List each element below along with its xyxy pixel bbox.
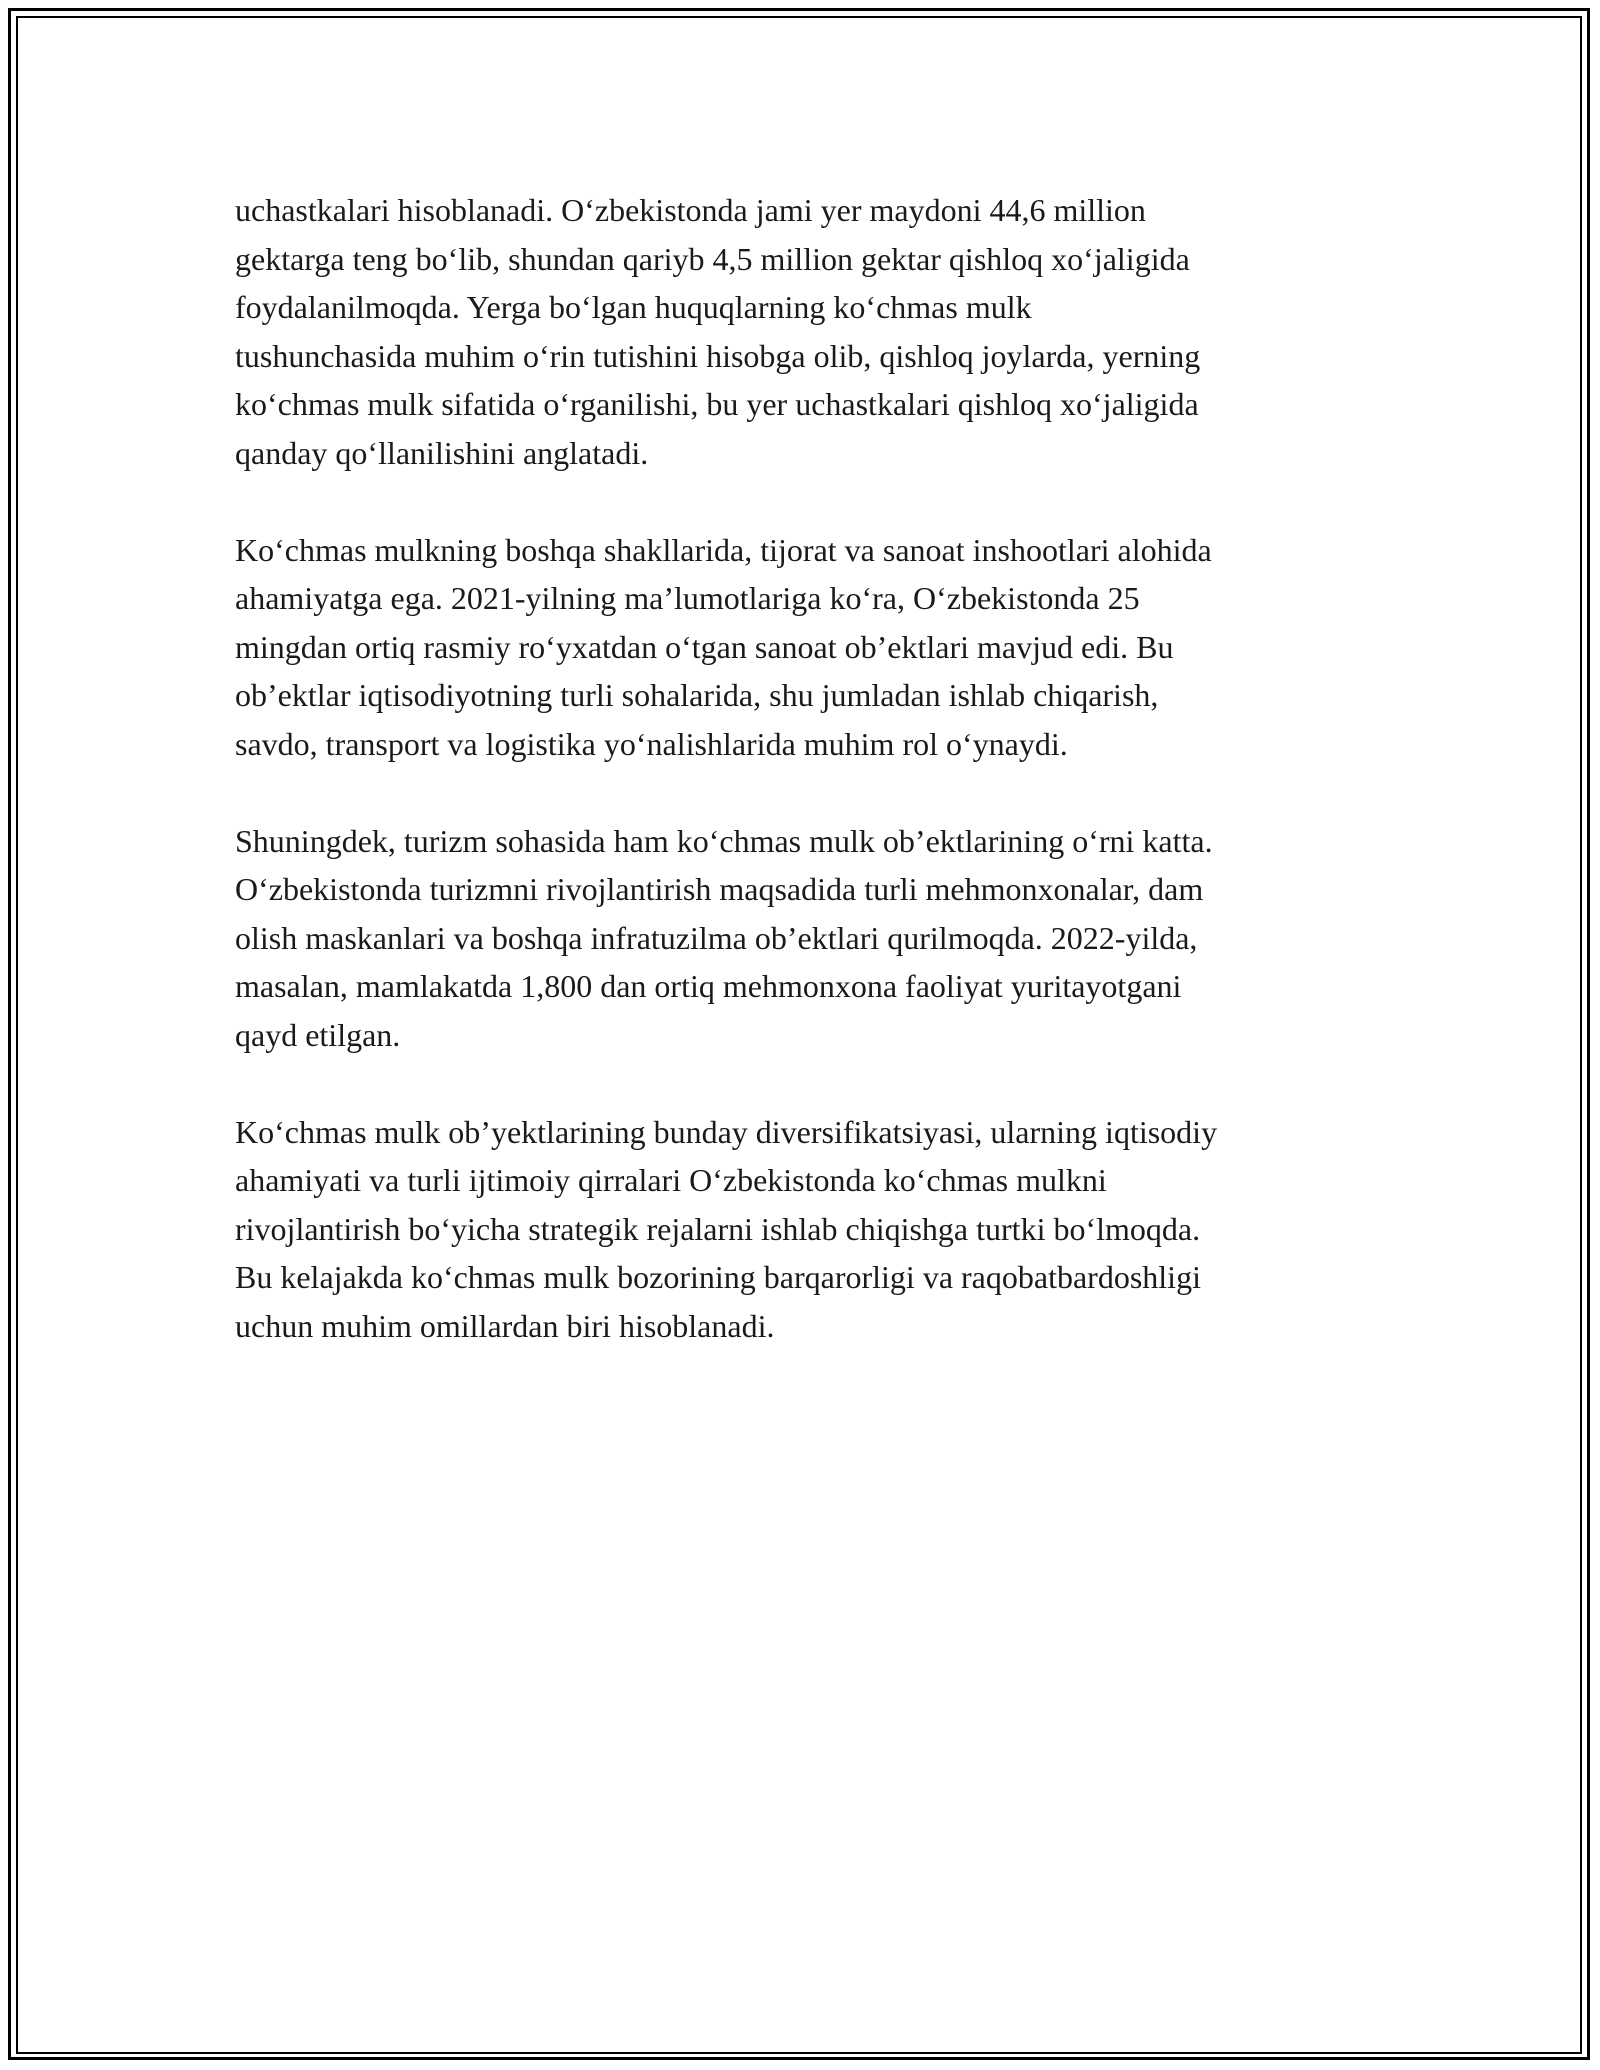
paragraph-diversification: Ko‘chmas mulk ob’yektlarining bunday diversifikatsiyasi, ularning iqtisodiy ahamiyati va turli ijtimoiy qirralari O‘zbekistonda ko‘chmas mulkni rivojlantirish bo‘yicha strategik rejalarni ishlab chiqishga turtki bo‘lmoqda. Bu kelajakda ko‘chmas mulk bozorining barqarorligi va raqobatbardoshligi uchun muhim omillardan biri hisoblanadi.: [235, 1113, 1218, 1344]
page-body: [235, 186, 1365, 1399]
paragraph-industrial-property: Ko‘chmas mulkning boshqa shakllarida, tijorat va sanoat inshootlari alohida ahamiyatga ega. 2021-yilning ma’lumotlariga ko‘ra, O‘zbekistonda 25 mingdan ortiq rasmiy ro‘yxatdan o‘tgan sanoat ob’ektlari mavjud edi. Bu ob’ektlar iqtisodiyotning turli sohalarida, shu jumladan ishlab chiqarish, savdo, transport va logistika yo‘nalishlarida muhim rol o‘ynaydi.: [235, 531, 1212, 762]
paragraph-land-area: uchastkalari hisoblanadi. O‘zbekistonda jami yer maydoni 44,6 million gektarga teng bo‘lib, shundan qariyb 4,5 million gektar qishloq xo‘jaligida foydalanilmoqda. Yerga bo‘lgan huquqlarning ko‘chmas mulk tushunchasida muhim o‘rin tutishini hisobga olib, qishloq joylarda, yerning ko‘chmas mulk sifatida o‘rganilishi, bu yer uchastkalari qishloq xo‘jaligida qanday qo‘llanilishini anglatadi.: [235, 192, 1201, 471]
paragraph-tourism-property: Shuningdek, turizm sohasida ham ko‘chmas mulk ob’ektlarining o‘rni katta. O‘zbekistonda turizmni rivojlantirish maqsadida turli mehmonxonalar, dam olish maskanlari va boshqa infratuzilma ob’ektlari qurilmoqda. 2022-yilda, masalan, mamlakatda 1,800 dan ortiq mehmonxona faoliyat yuritayotgani qayd etilgan.: [235, 822, 1213, 1053]
